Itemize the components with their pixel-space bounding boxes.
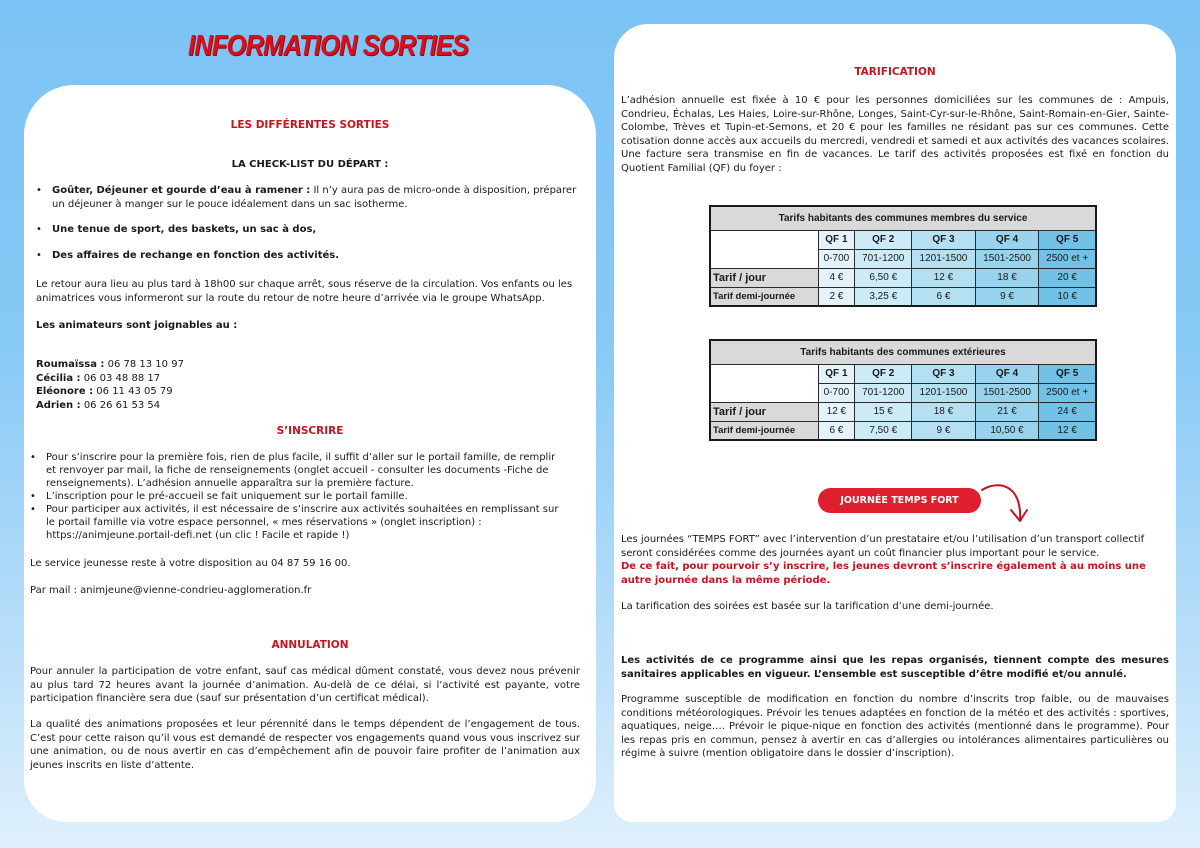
section-title-annulation: ANNULATION (271, 639, 349, 651)
inscrire-item: • L’inscription pour le pré-accueil se fait uniquement sur le portail famille. (26, 490, 566, 503)
programme-text: Programme susceptible de modification en fonction du nombre d’inscrits trop faible, ou de mauvaises conditions météorologiques. Prévoir les tenues adaptées en fonction de la météo et des activités : sportives, aquatiques, neige…. Prévoir le pique-nique en fonction des activités (mentionné dans le programme). Pour les repas pris en commun, pensez à avertir en cas d’allergies ou intolérances alimentaires particulières ou régime à suivre (mention obligatoire dans le dossier d’inscription). (621, 694, 1169, 759)
checklist-title: LA CHECK-LIST DU DÉPART : (231, 159, 389, 170)
contact-row (36, 372, 184, 386)
price-cell: 2 € (818, 287, 855, 306)
checklist-item-bold: Une tenue de sport, des baskets, un sac à dos, (52, 224, 317, 235)
table-row (710, 268, 1096, 287)
contact-name: Adrien : (36, 399, 81, 411)
contact-name: Cécilia : (36, 372, 81, 384)
contact-phone: 06 26 61 53 54 (80, 399, 161, 411)
price-cell: 6,50 € (855, 268, 912, 287)
row-label: Tarif / jour (710, 402, 818, 421)
contact-row (36, 358, 184, 372)
price-cell: 18 € (912, 402, 976, 421)
mail-line (30, 584, 311, 598)
row-label: Tarif demi-journée (710, 287, 818, 306)
qf-header: QF 2 (855, 364, 912, 383)
contact-phone: 06 78 13 10 97 (104, 359, 184, 370)
empty-cell (710, 230, 818, 268)
qf-range: 1501-2500 (975, 249, 1039, 268)
price-cell: 10,50 € (975, 421, 1039, 440)
animateurs-title: Les animateurs sont joignables au : (36, 320, 238, 331)
qf-range: 1501-2500 (975, 383, 1039, 402)
contact-phone: 06 03 48 88 17 (80, 372, 161, 384)
contact-row (36, 385, 184, 399)
qf-header: QF 5 (1039, 230, 1096, 249)
checklist-item-bold: Des affaires de rechange en fonction des activités. (52, 249, 340, 261)
left-panel (24, 85, 596, 822)
qf-header: QF 3 (912, 230, 976, 249)
price-cell: 20 € (1039, 268, 1096, 287)
price-cell: 24 € (1039, 402, 1096, 421)
qf-header: QF 3 (912, 364, 976, 383)
price-cell: 9 € (975, 287, 1039, 306)
qf-range: 0-700 (818, 383, 855, 402)
section-title-sorties: LES DIFFÉRENTES SORTIES (230, 119, 390, 131)
temps-fort-warning: De ce fait, pour pourvoir s’y inscrire, les jeunes devront s’inscrire également à au moins une autre journée dans la même période. (621, 561, 1146, 586)
qf-header: QF 1 (818, 364, 855, 383)
price-cell: 9 € (912, 421, 976, 440)
service-phone: Le service jeunesse reste à votre disposition au 04 87 59 16 00. (30, 558, 351, 569)
qf-range: 701-1200 (855, 383, 912, 402)
section-title-tarification: TARIFICATION (854, 66, 936, 78)
inscrire-item-text: Pour participer aux activités, il est nécessaire de s’inscrire aux activités souhaitées en remplissant sur le portail famille via votre espace personnel, « mes réservations » (onglet inscription) : (46, 504, 559, 528)
sanitaire-text: Les activités de ce programme ainsi que les repas organisés, tiennent compte des mesures sanitaires applicables en vigueur. L’ensemble est susceptible d’être modifié et/ou annulé. (621, 655, 1169, 680)
qf-header: QF 2 (855, 230, 912, 249)
contacts-list (36, 358, 184, 412)
price-cell: 3,25 € (855, 287, 912, 306)
checklist-item-bold: Goûter, Déjeuner et gourde d’eau à ramener : (52, 185, 311, 196)
contact-phone: 06 11 43 05 79 (93, 386, 173, 397)
soirees-text: La tarification des soirées est basée sur la tarification d’une demi-journée. (621, 601, 994, 612)
price-cell: 12 € (818, 402, 855, 421)
checklist-item (32, 184, 582, 211)
qf-range: 1201-1500 (912, 383, 976, 402)
tarif-table-membres (709, 205, 1097, 307)
table-caption: Tarifs habitants des communes extérieures (710, 340, 1096, 364)
price-cell: 6 € (818, 421, 855, 440)
curved-arrow-icon (978, 482, 1038, 526)
annulation-p2: La qualité des animations proposées et leur pérennité dans le temps dépendent de l’engagement de tous. C’est pour cette raison qu’il vous est demandé de respecter vos engagements quand vous vous inscrivez sur une animation, ou de nous avertir en cas d’empêchement afin de pouvoir faire profiter de l’animation aux jeunes inscrits en liste d’attente. (30, 719, 580, 771)
portal-link[interactable]: https://animjeune.portail-defi.net (46, 530, 212, 541)
tarif-table-exterieures (709, 339, 1097, 441)
temps-fort-text (621, 533, 1171, 587)
qf-range: 1201-1500 (912, 249, 976, 268)
table-caption: Tarifs habitants des communes membres du service (710, 206, 1096, 230)
temps-fort-description: Les journées “TEMPS FORT” avec l’intervention d’un prestataire et/ou l’utilisation d’un transport collectif seront considérées comme des journées ayant un coût financier plus important pour le service. (621, 534, 1145, 559)
annulation-p1: Pour annuler la participation de votre enfant, sauf cas médical dûment constaté, vous devez nous prévenir au plus tard 72 heures avant la journée d’animation. Au-delà de ce délai, si l’activité est payante, votre participation financière sera due (sauf sur présentation d’un certificat médical). (30, 666, 580, 704)
mail-link[interactable]: animjeune@vienne-condrieu-agglomeration.fr (80, 585, 312, 596)
portal-link-suffix: (un clic ! Facile et rapide !) (211, 530, 350, 541)
inscrire-item: • Pour s’inscrire pour la première fois, rien de plus facile, il suffit d’aller sur le portail famille, de remplir et renvoyer par mail, la fiche de renseignements (onglet accueil - consulter les documents -Fiche de renseignements). L’adhésion annuelle apparaîtra sur la première facture. (26, 451, 566, 490)
qf-header: QF 4 (975, 364, 1039, 383)
qf-header: QF 4 (975, 230, 1039, 249)
qf-range: 2500 et + (1039, 249, 1096, 268)
empty-cell (710, 364, 818, 402)
price-cell: 12 € (1039, 421, 1096, 440)
inscrire-list (26, 451, 566, 542)
inscrire-item (26, 503, 566, 542)
qf-header: QF 1 (818, 230, 855, 249)
contact-row (36, 399, 184, 413)
section-title-inscrire: S’INSCRIRE (276, 425, 344, 437)
contact-name: Eléonore : (36, 386, 94, 397)
mail-prefix: Par mail : (30, 585, 81, 596)
table-row (710, 287, 1096, 306)
qf-range: 2500 et + (1039, 383, 1096, 402)
row-label: Tarif demi-journée (710, 421, 818, 440)
price-cell: 21 € (975, 402, 1039, 421)
qf-range: 701-1200 (855, 249, 912, 268)
temps-fort-badge: JOURNÉE TEMPS FORT (818, 488, 981, 513)
price-cell: 6 € (912, 287, 976, 306)
retour-text: Le retour aura lieu au plus tard à 18h00 sur chaque arrêt, sous réserve de la circulation. Vos enfants ou les animatrices vous informeront sur la route du retour de notre heure d’arrivée via le groupe WhatsApp. (36, 279, 573, 304)
qf-range: 0-700 (818, 249, 855, 268)
page-title: INFORMATION SORTIES (188, 30, 469, 62)
contact-name: Roumaïssa : (36, 359, 105, 370)
price-cell: 7,50 € (855, 421, 912, 440)
qf-header: QF 5 (1039, 364, 1096, 383)
row-label: Tarif / jour (710, 268, 818, 287)
price-cell: 10 € (1039, 287, 1096, 306)
checklist (32, 184, 582, 262)
price-cell: 18 € (975, 268, 1039, 287)
checklist-item (32, 249, 582, 263)
price-cell: 12 € (912, 268, 976, 287)
checklist-item-text: Il n’y aura pas de micro-onde à disposition, préparer un déjeuner à manger sur le pouce idéalement dans un sac isotherme. (52, 185, 577, 210)
checklist-item (32, 223, 582, 237)
table-row (710, 402, 1096, 421)
price-cell: 4 € (818, 268, 855, 287)
tarification-text: L’adhésion annuelle est fixée à 10 € pour les personnes domiciliées sur les communes de : Ampuis, Condrieu, Échalas, Les Haies, Loire-sur-Rhône, Longes, Saint-Cyr-sur-le-Rhône, Saint-Romain-en-Gier, Sainte-Colombe, Trèves et Tupin-et-Semons, et 20 € pour les familles ne résidant pas sur ces communes. Cette cotisation donne accès aux accueils du mercredi, vendredi et samedi et aux activités des vacances scolaires. Une facture sera transmise en fin de vacances. Le tarif des activités proposées est fixé en fonction du Quotient Familial (QF) du foyer : (621, 95, 1169, 174)
table-row (710, 421, 1096, 440)
price-cell: 15 € (855, 402, 912, 421)
